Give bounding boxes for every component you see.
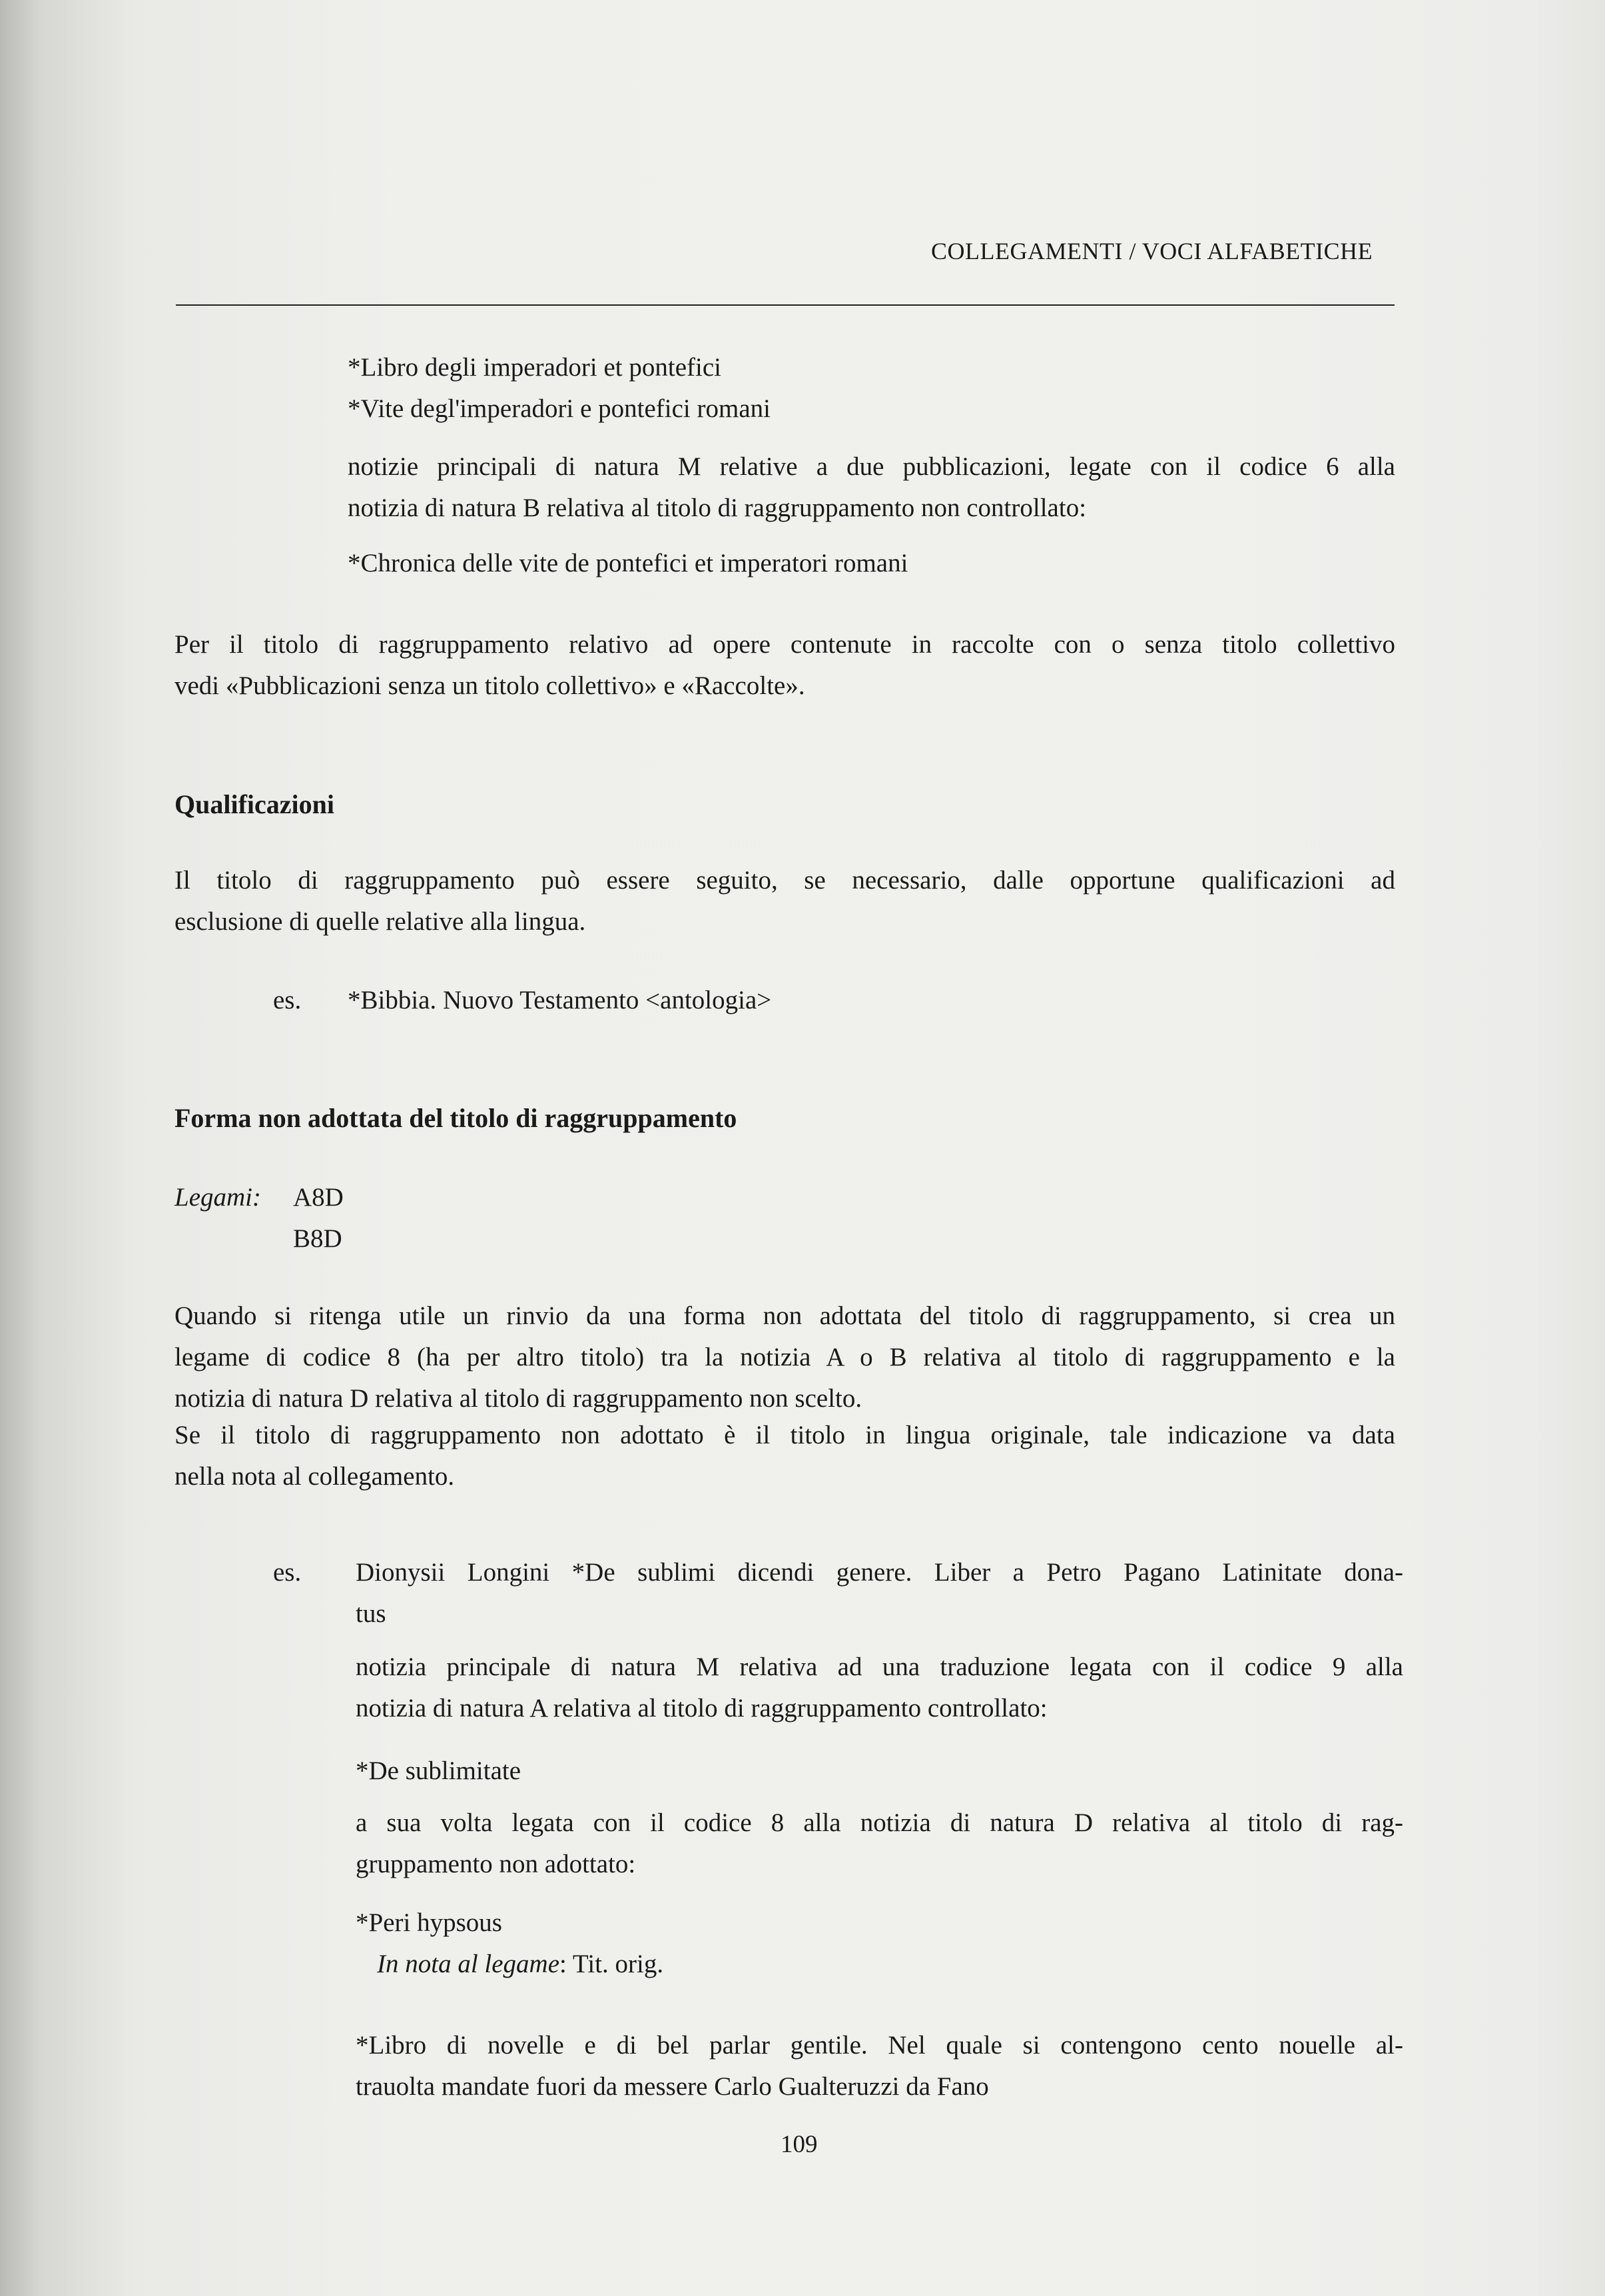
example-title-1: *Libro degli imperadori et pontefici <box>348 353 721 382</box>
example2-note-line-2: notizia di natura A relativa al titolo di raggruppamento controllato: <box>356 1694 1048 1722</box>
example2-last-line-2: trauolta mandate fuori da messere Carlo Gualteruzzi da Fano <box>356 2072 989 2101</box>
example2-link-line-1: a sua volta legata con il codice 8 alla notizia di natura D relativa al titolo di rag- <box>356 1808 1403 1837</box>
legami-label: Legami: <box>174 1183 261 1212</box>
example-title-2: *Vite degl'imperadori e pontefici romani <box>348 394 771 423</box>
example2-note-al-legame <box>377 1944 663 1985</box>
forma-para1-line-2: legame di codice 8 (ha per altro titolo) tra la notizia A o B relativa al titolo di raggruppamento e la <box>174 1343 1395 1371</box>
example2-title-line-1: Dionysii Longini *De sublimi dicendi genere. Liber a Petro Pagano Latinitate dona- <box>356 1558 1403 1587</box>
paragraph-raccolte-line-1: Per il titolo di raggruppamento relativo ad opere contenute in raccolte con o senza titolo collettivo <box>174 630 1395 659</box>
qualificazioni-example: *Bibbia. Nuovo Testamento <antologia> <box>348 986 772 1014</box>
example2-title-line-2: tus <box>356 1599 386 1628</box>
example-target-title: *Chronica delle vite de pontefici et imperatori romani <box>348 549 908 577</box>
forma-para2-line-2: nella nota al collegamento. <box>174 1462 455 1491</box>
forma-para1-line-3: notizia di natura D relativa al titolo di raggruppamento non scelto. <box>174 1384 862 1413</box>
note-label: In nota al legame <box>377 1950 560 1978</box>
paragraph-raccolte-line-2: vedi «Pubblicazioni senza un titolo collettivo» e «Raccolte». <box>174 671 805 700</box>
running-header: COLLEGAMENTI / VOCI ALFABETICHE <box>931 238 1373 264</box>
qualificazioni-line-2: esclusione di quelle relative alla lingua. <box>174 907 586 936</box>
section-heading-qualificazioni: Qualificazioni <box>174 789 334 819</box>
qualificazioni-line-1: Il titolo di raggruppamento può essere seguito, se necessario, dalle opportune qualificazioni ad <box>174 866 1395 895</box>
forma-para1-line-1: Quando si ritenga utile un rinvio da una forma non adottata del titolo di raggruppamento, si crea un <box>174 1302 1395 1330</box>
example2-note-line-1: notizia principale di natura M relativa ad una traduzione legata con il codice 9 alla <box>356 1653 1403 1681</box>
es-label: es. <box>273 986 302 1014</box>
legami-code-a8d: A8D <box>293 1183 344 1212</box>
es-label-2: es. <box>273 1558 302 1587</box>
example-note-line-1: notizie principali di natura M relative a due pubblicazioni, legate con il codice 6 alla <box>348 452 1395 481</box>
example2-last-line-1: *Libro di novelle e di bel parlar gentile. Nel quale si contengono cento nouelle al- <box>356 2031 1403 2060</box>
example2-alt-title: *Peri hypsous <box>356 1908 502 1937</box>
page-number: 109 <box>781 2131 818 2158</box>
section-heading-forma-non-adottata: Forma non adottata del titolo di raggruppamento <box>174 1103 737 1133</box>
forma-para2-line-1: Se il titolo di raggruppamento non adottato è il titolo in lingua originale, tale indicazione va data <box>174 1421 1395 1449</box>
example-note-line-2: notizia di natura B relativa al titolo di raggruppamento non controllato: <box>348 494 1087 522</box>
example2-target-title: *De sublimitate <box>356 1756 521 1785</box>
note-value: : Tit. orig. <box>559 1950 664 1978</box>
header-rule <box>176 304 1395 306</box>
legami-code-b8d: B8D <box>293 1224 342 1253</box>
example2-link-line-2: gruppamento non adottato: <box>356 1850 636 1878</box>
